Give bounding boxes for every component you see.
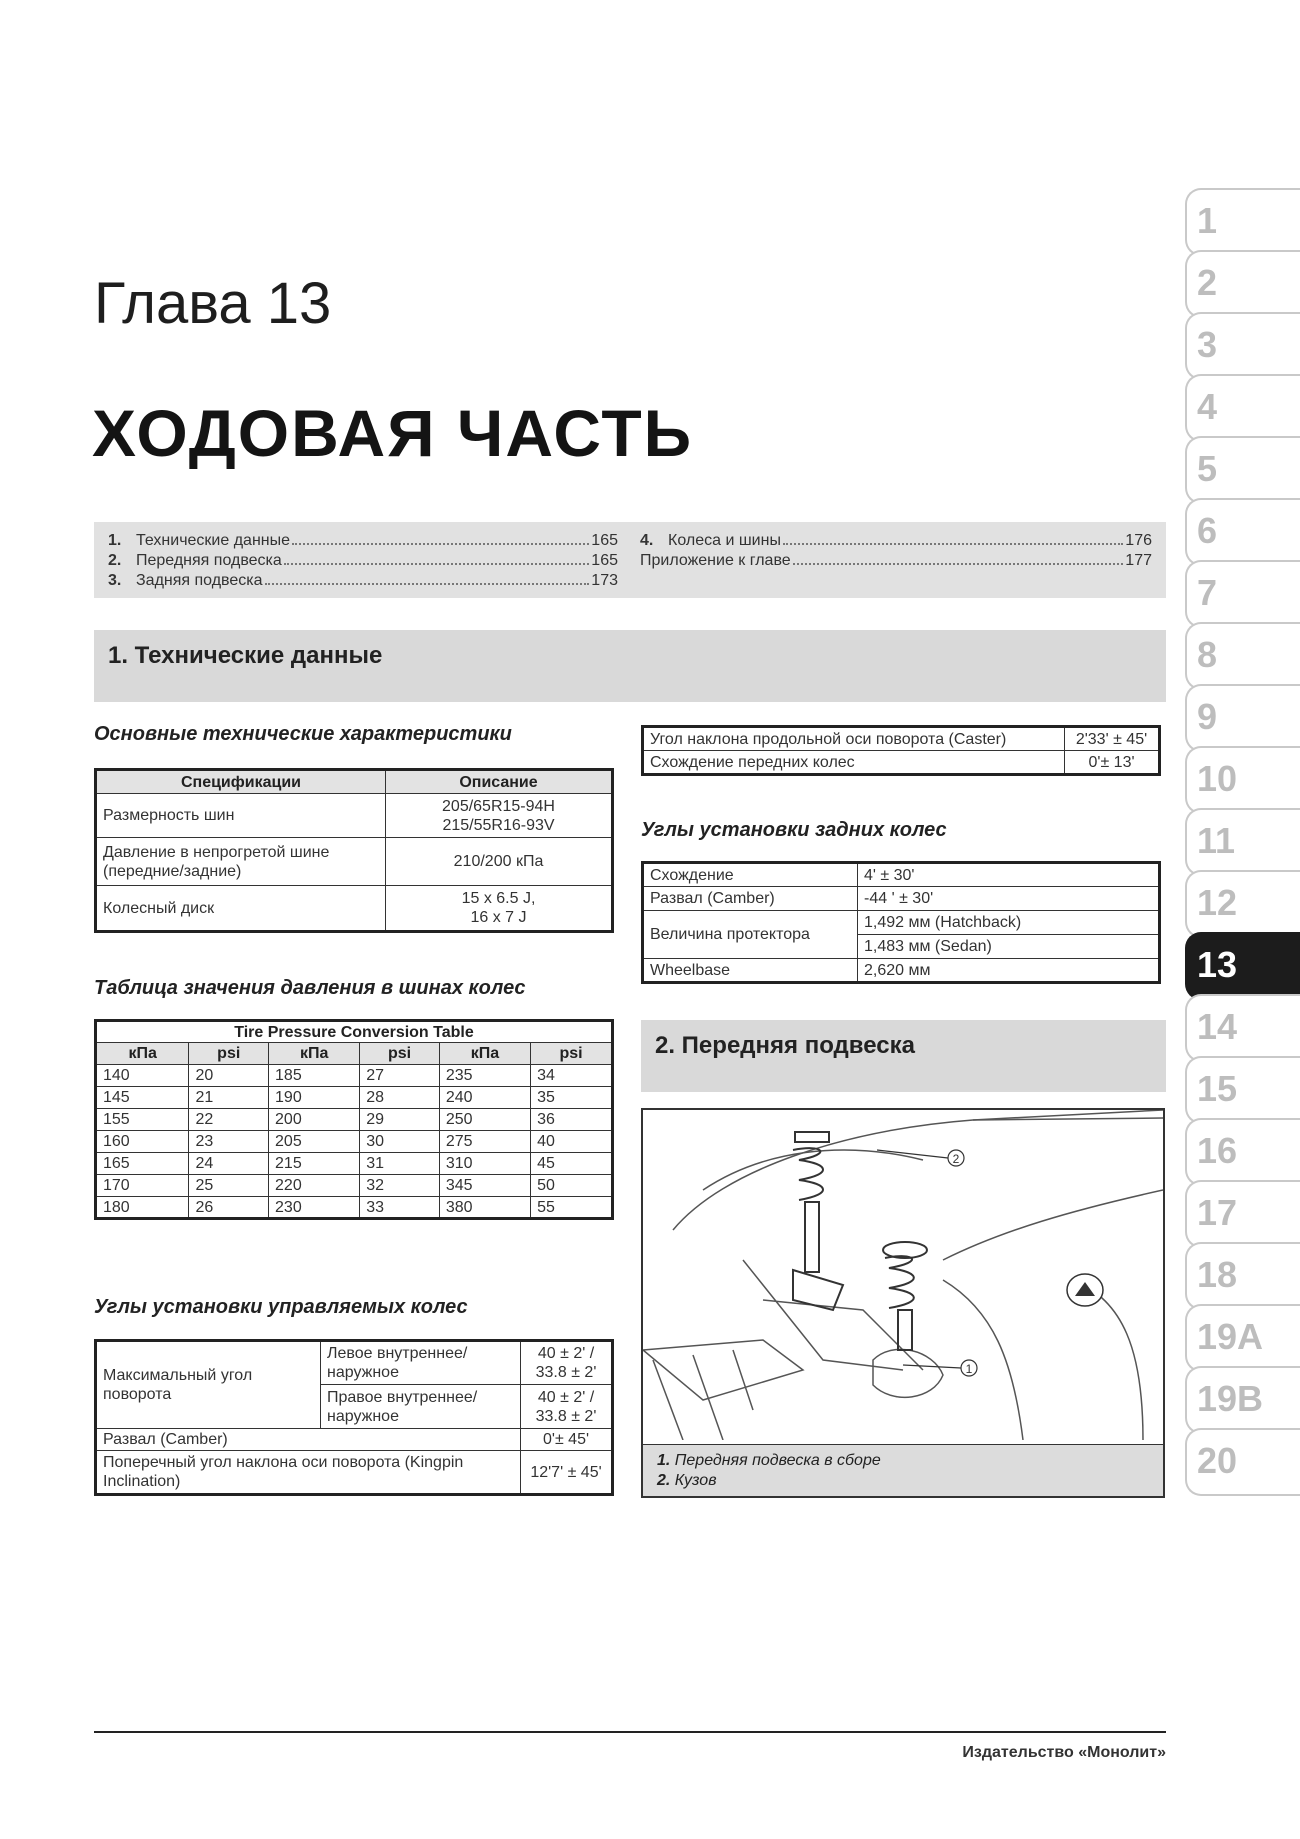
chapter-tab-8[interactable]: 8 bbox=[1185, 622, 1300, 690]
subheading-main-specs: Основные технические характеристики bbox=[94, 723, 512, 745]
spec-name: Колесный диск bbox=[96, 886, 386, 932]
chapter-tab-6[interactable]: 6 bbox=[1185, 498, 1300, 566]
table-row bbox=[96, 794, 613, 838]
table-header: кПа bbox=[96, 1043, 189, 1065]
spec-name: Давление в непрогретой шине (передние/задние) bbox=[96, 838, 386, 886]
table-cell: 26 bbox=[189, 1197, 269, 1219]
table-cell: 155 bbox=[96, 1109, 189, 1131]
right-angle-label: Правое внутреннее/ наружное bbox=[321, 1385, 521, 1429]
table-header: Спецификации bbox=[96, 770, 386, 794]
table-cell: 28 bbox=[360, 1087, 440, 1109]
toc-item[interactable] bbox=[108, 551, 618, 571]
spec-name: Размерность шин bbox=[96, 794, 386, 838]
steer-table bbox=[94, 1339, 614, 1496]
rear-camber-label: Развал (Camber) bbox=[643, 887, 858, 911]
chapter-tab-20[interactable]: 20 bbox=[1185, 1428, 1300, 1496]
table-cell: 55 bbox=[531, 1197, 613, 1219]
rear-camber-value: -44 ' ± 30' bbox=[858, 887, 1160, 911]
table-cell: 30 bbox=[360, 1131, 440, 1153]
table-cell: 32 bbox=[360, 1175, 440, 1197]
table-cell: 20 bbox=[189, 1065, 269, 1087]
chapter-tab-4[interactable]: 4 bbox=[1185, 374, 1300, 442]
table-row bbox=[643, 959, 1160, 983]
toc-title: Задняя подвеска bbox=[136, 572, 263, 589]
spec-value-line: 215/55R16-93V bbox=[442, 816, 555, 834]
chapter-tab-19a[interactable]: 19A bbox=[1185, 1304, 1300, 1372]
toc-num: 2. bbox=[108, 552, 122, 569]
section-header-front bbox=[641, 1020, 1166, 1092]
table-row bbox=[643, 863, 1160, 887]
table-cell: 35 bbox=[531, 1087, 613, 1109]
table-cell: 240 bbox=[439, 1087, 530, 1109]
toc-num: 1. bbox=[108, 532, 122, 549]
toc-num: 4. bbox=[640, 532, 654, 549]
chapter-tab-15[interactable]: 15 bbox=[1185, 1056, 1300, 1124]
left-angle-label: Левое внутреннее/ наружное bbox=[321, 1341, 521, 1385]
callout-label: 2 bbox=[952, 1152, 960, 1166]
wheelbase-value: 2,620 мм bbox=[858, 959, 1160, 983]
table-header: Описание bbox=[386, 770, 613, 794]
table-cell: 34 bbox=[531, 1065, 613, 1087]
table-cell: 190 bbox=[269, 1087, 360, 1109]
toc-num: 3. bbox=[108, 572, 122, 589]
table-header: кПа bbox=[269, 1043, 360, 1065]
table-cell: 230 bbox=[269, 1197, 360, 1219]
table-cell: 165 bbox=[96, 1153, 189, 1175]
table-cell: 140 bbox=[96, 1065, 189, 1087]
table-cell: 24 bbox=[189, 1153, 269, 1175]
table-header: psi bbox=[360, 1043, 440, 1065]
section-header-tech bbox=[94, 630, 1166, 702]
specs-table bbox=[94, 768, 614, 933]
caption-text: Передняя подвеска в сборе bbox=[674, 1452, 881, 1469]
table-cell: 23 bbox=[189, 1131, 269, 1153]
table-cell: 200 bbox=[269, 1109, 360, 1131]
table-cell: 25 bbox=[189, 1175, 269, 1197]
table-cell: 345 bbox=[439, 1175, 530, 1197]
table-row bbox=[96, 1197, 613, 1219]
chapter-toc bbox=[94, 522, 1166, 598]
toc-title: Колеса и шины bbox=[668, 532, 781, 549]
table-cell: 215 bbox=[269, 1153, 360, 1175]
publisher-footer: Издательство «Монолит» bbox=[962, 1744, 1166, 1761]
table-cell: 275 bbox=[439, 1131, 530, 1153]
subheading-steer: Углы установки управляемых колес bbox=[94, 1296, 468, 1318]
table-cell: 31 bbox=[360, 1153, 440, 1175]
chapter-tab-2[interactable]: 2 bbox=[1185, 250, 1300, 318]
table-cell: 205 bbox=[269, 1131, 360, 1153]
table-row bbox=[96, 1087, 613, 1109]
chapter-tab-11[interactable]: 11 bbox=[1185, 808, 1300, 876]
subheading-pressure: Таблица значения давления в шинах колес bbox=[94, 977, 526, 999]
table-row bbox=[96, 886, 613, 932]
kingpin-label: Поперечный угол наклона оси поворота (Kingpin Inclination) bbox=[96, 1451, 521, 1495]
section-title: 2. Передняя подвеска bbox=[655, 1032, 915, 1059]
table-header: psi bbox=[531, 1043, 613, 1065]
tread-label: Величина протектора bbox=[643, 911, 858, 959]
toc-title: Приложение к главе bbox=[640, 552, 791, 569]
table-row bbox=[96, 1175, 613, 1197]
table-cell: 160 bbox=[96, 1131, 189, 1153]
table-row bbox=[96, 1131, 613, 1153]
chapter-tab-13[interactable]: 13 bbox=[1185, 932, 1300, 1000]
chapter-tab-16[interactable]: 16 bbox=[1185, 1118, 1300, 1186]
camber-label: Развал (Camber) bbox=[96, 1429, 521, 1451]
chapter-tab-17[interactable]: 17 bbox=[1185, 1180, 1300, 1248]
table-row bbox=[96, 1451, 613, 1495]
table-row bbox=[643, 911, 1160, 935]
chapter-tab-3[interactable]: 3 bbox=[1185, 312, 1300, 380]
toc-title: Технические данные bbox=[136, 532, 291, 549]
table-row bbox=[96, 1341, 613, 1385]
table-cell: 310 bbox=[439, 1153, 530, 1175]
rear-toe-label: Схождение bbox=[643, 863, 858, 887]
table-cell: 220 bbox=[269, 1175, 360, 1197]
table-cell: 185 bbox=[269, 1065, 360, 1087]
caster-table bbox=[641, 725, 1161, 776]
table-row bbox=[96, 838, 613, 886]
rear-toe-value: 4' ± 30' bbox=[858, 863, 1160, 887]
chapter-tab-18[interactable]: 18 bbox=[1185, 1242, 1300, 1310]
caption-num: 1. bbox=[657, 1452, 671, 1469]
table-row bbox=[643, 727, 1160, 751]
table-cell: 21 bbox=[189, 1087, 269, 1109]
tread-value: 1,483 мм (Sedan) bbox=[858, 935, 1160, 959]
rear-table bbox=[641, 861, 1161, 984]
caster-label: Угол наклона продольной оси поворота (Caster) bbox=[643, 727, 1065, 751]
toc-page: 176 bbox=[1125, 532, 1152, 549]
table-cell: 36 bbox=[531, 1109, 613, 1131]
chapter-tab-1[interactable]: 1 bbox=[1185, 188, 1300, 256]
table-row bbox=[96, 1109, 613, 1131]
page-title: ХОДОВАЯ ЧАСТЬ bbox=[92, 396, 694, 470]
section-title: 1. Технические данные bbox=[108, 642, 383, 669]
spec-value: 210/200 кПа bbox=[386, 838, 613, 886]
toc-page: 173 bbox=[591, 572, 618, 589]
toc-item[interactable] bbox=[640, 551, 1152, 571]
left-angle-value: 40 ± 2' / 33.8 ± 2' bbox=[521, 1341, 613, 1385]
table-cell: 27 bbox=[360, 1065, 440, 1087]
caption-num: 2. bbox=[657, 1472, 671, 1489]
front-suspension-figure bbox=[641, 1108, 1165, 1498]
table-row bbox=[643, 887, 1160, 911]
camber-value: 0'± 45' bbox=[521, 1429, 613, 1451]
table-cell: 250 bbox=[439, 1109, 530, 1131]
table-row bbox=[96, 1065, 613, 1087]
table-cell: 40 bbox=[531, 1131, 613, 1153]
caster-value: 2'33' ± 45' bbox=[1065, 727, 1160, 751]
suspension-drawing bbox=[643, 1110, 1163, 1440]
front-toe-value: 0'± 13' bbox=[1065, 751, 1160, 775]
table-cell: 170 bbox=[96, 1175, 189, 1197]
pressure-table bbox=[94, 1019, 614, 1220]
table-row bbox=[643, 751, 1160, 775]
spec-value bbox=[386, 794, 613, 838]
table-header: psi bbox=[189, 1043, 269, 1065]
chapter-tab-10[interactable]: 10 bbox=[1185, 746, 1300, 814]
tread-value: 1,492 мм (Hatchback) bbox=[858, 911, 1160, 935]
table-cell: 235 bbox=[439, 1065, 530, 1087]
toc-page: 165 bbox=[591, 532, 618, 549]
right-angle-value: 40 ± 2' / 33.8 ± 2' bbox=[521, 1385, 613, 1429]
spec-value-line: 205/65R15-94H bbox=[442, 797, 555, 815]
wheelbase-label: Wheelbase bbox=[643, 959, 858, 983]
front-toe-label: Схождение передних колес bbox=[643, 751, 1065, 775]
chapter-tab-5[interactable]: 5 bbox=[1185, 436, 1300, 504]
table-cell: 50 bbox=[531, 1175, 613, 1197]
toc-item[interactable] bbox=[108, 531, 618, 551]
spec-value-line: 16 x 7 J bbox=[470, 909, 527, 926]
toc-item[interactable] bbox=[108, 571, 618, 591]
figure-caption bbox=[643, 1444, 1163, 1496]
callout-label: 1 bbox=[965, 1362, 973, 1376]
chapter-tab-9[interactable]: 9 bbox=[1185, 684, 1300, 752]
subheading-rear: Углы установки задних колес bbox=[641, 819, 947, 841]
table-cell: 145 bbox=[96, 1087, 189, 1109]
chapter-tab-12[interactable]: 12 bbox=[1185, 870, 1300, 938]
chapter-label: Глава 13 bbox=[94, 271, 332, 336]
spec-value-line: 15 x 6.5 J, bbox=[461, 890, 536, 907]
table-cell: 22 bbox=[189, 1109, 269, 1131]
table-title: Tire Pressure Conversion Table bbox=[96, 1021, 613, 1043]
table-row bbox=[96, 1429, 613, 1451]
footer-divider bbox=[94, 1731, 1166, 1733]
table-cell: 180 bbox=[96, 1197, 189, 1219]
chapter-tab-19b[interactable]: 19B bbox=[1185, 1366, 1300, 1434]
spec-value bbox=[386, 886, 613, 932]
table-header: кПа bbox=[439, 1043, 530, 1065]
chapter-tab-14[interactable]: 14 bbox=[1185, 994, 1300, 1062]
toc-title: Передняя подвеска bbox=[136, 552, 282, 569]
table-cell: 380 bbox=[439, 1197, 530, 1219]
toc-item[interactable] bbox=[640, 531, 1152, 551]
caption-text: Кузов bbox=[674, 1472, 717, 1489]
table-row bbox=[96, 1153, 613, 1175]
table-cell: 45 bbox=[531, 1153, 613, 1175]
toc-page: 177 bbox=[1125, 552, 1152, 569]
chapter-tab-7[interactable]: 7 bbox=[1185, 560, 1300, 628]
max-angle-label: Максимальный угол поворота bbox=[96, 1341, 321, 1429]
toc-page: 165 bbox=[591, 552, 618, 569]
table-cell: 29 bbox=[360, 1109, 440, 1131]
table-cell: 33 bbox=[360, 1197, 440, 1219]
kingpin-value: 12'7' ± 45' bbox=[521, 1451, 613, 1495]
